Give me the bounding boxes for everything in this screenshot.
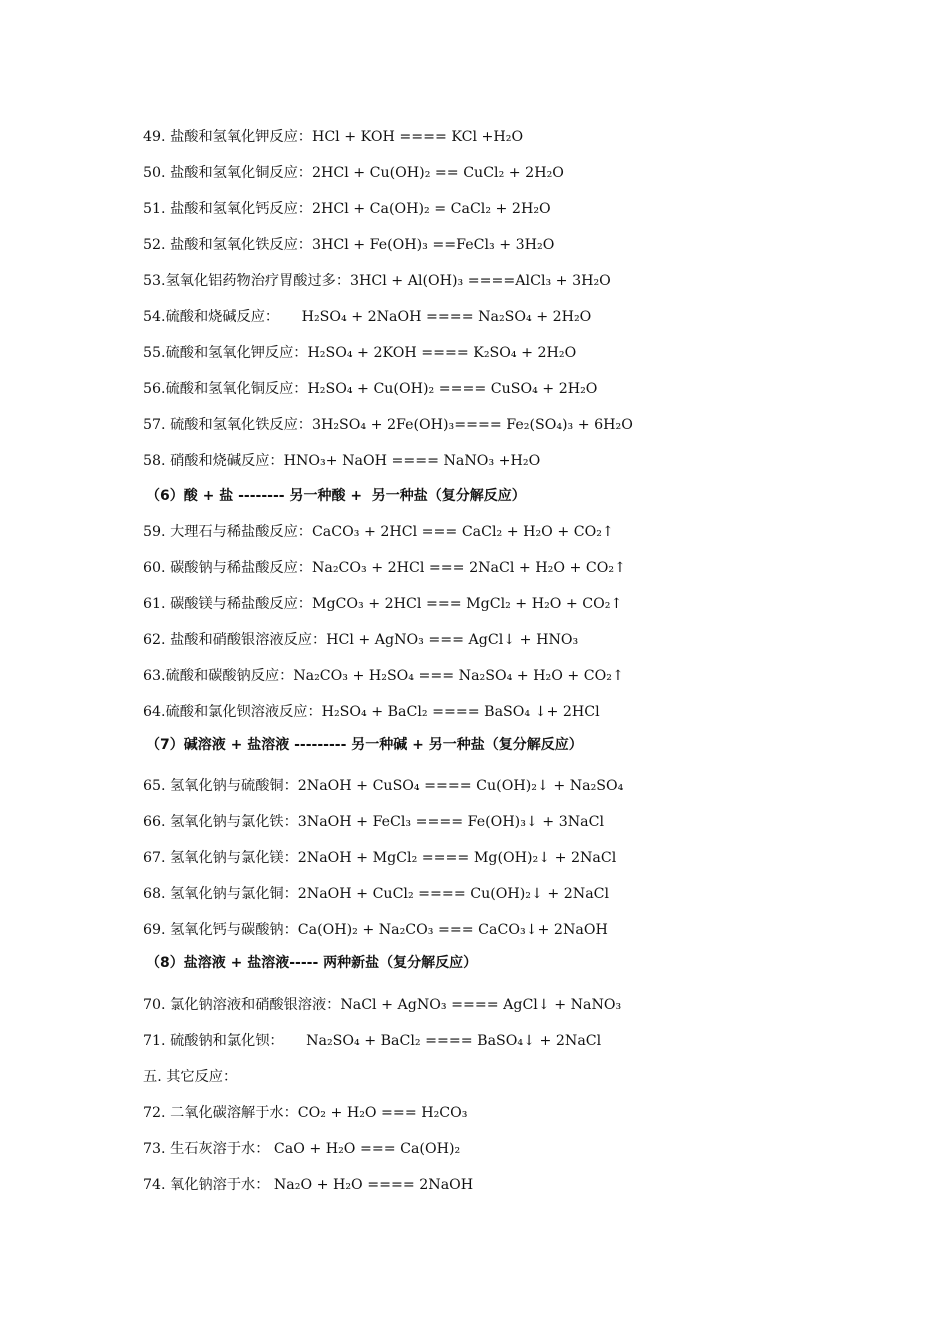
equation-line: 71. 硫酸钠和氯化钡： Na₂SO₄ + BaCl₂ ==== BaSO₄↓ + 2NaCl: [143, 1033, 602, 1049]
equation-line: 61. 碳酸镁与稀盐酸反应：MgCO₃ + 2HCl === MgCl₂ + H₂O + CO₂↑: [143, 596, 623, 612]
section-heading: （6）酸 + 盐 -------- 另一种酸 + 另一种盐（复分解反应）: [146, 488, 526, 504]
equation-line: 53.氢氧化铝药物治疗胃酸过多：3HCl + Al(OH)₃ ====AlCl₃ + 3H₂O: [143, 273, 611, 289]
section-heading: （7）碱溶液 + 盐溶液 --------- 另一种碱 + 另一种盐（复分解反应）: [146, 737, 583, 753]
section-label: 五. 其它反应：: [143, 1069, 238, 1085]
equation-line: 66. 氢氧化钠与氯化铁：3NaOH + FeCl₃ ==== Fe(OH)₃↓ + 3NaCl: [143, 814, 604, 830]
equation-line: 68. 氢氧化钠与氯化铜：2NaOH + CuCl₂ ==== Cu(OH)₂↓ + 2NaCl: [143, 886, 610, 902]
equation-line: 56.硫酸和氢氧化铜反应：H₂SO₄ + Cu(OH)₂ ==== CuSO₄ + 2H₂O: [143, 381, 598, 397]
equation-line: 50. 盐酸和氢氧化铜反应：2HCl + Cu(OH)₂ == CuCl₂ + 2H₂O: [143, 165, 564, 181]
equation-line: 58. 硝酸和烧碱反应：HNO₃+ NaOH ==== NaNO₃ +H₂O: [143, 453, 541, 469]
equation-line: 63.硫酸和碳酸钠反应：Na₂CO₃ + H₂SO₄ === Na₂SO₄ + H₂O + CO₂↑: [143, 668, 624, 684]
equation-line: 49. 盐酸和氢氧化钾反应：HCl + KOH ==== KCl +H₂O: [143, 129, 524, 145]
equation-line: 57. 硫酸和氢氧化铁反应：3H₂SO₄ + 2Fe(OH)₃==== Fe₂(SO₄)₃ + 6H₂O: [143, 417, 633, 433]
equation-line: 67. 氢氧化钠与氯化镁：2NaOH + MgCl₂ ==== Mg(OH)₂↓ + 2NaCl: [143, 850, 617, 866]
equation-line: 70. 氯化钠溶液和硝酸银溶液：NaCl + AgNO₃ ==== AgCl↓ + NaNO₃: [143, 997, 622, 1013]
section-heading: （8）盐溶液 + 盐溶液----- 两种新盐（复分解反应）: [146, 955, 478, 971]
equation-line: 59. 大理石与稀盐酸反应：CaCO₃ + 2HCl === CaCl₂ + H₂O + CO₂↑: [143, 524, 614, 540]
equation-line: 55.硫酸和氢氧化钾反应：H₂SO₄ + 2KOH ==== K₂SO₄ + 2H₂O: [143, 345, 577, 361]
equation-line: 64.硫酸和氯化钡溶液反应：H₂SO₄ + BaCl₂ ==== BaSO₄ ↓+ 2HCl: [143, 704, 600, 720]
equation-line: 72. 二氧化碳溶解于水：CO₂ + H₂O === H₂CO₃: [143, 1105, 468, 1121]
equation-line: 62. 盐酸和硝酸银溶液反应：HCl + AgNO₃ === AgCl↓ + HNO₃: [143, 632, 579, 648]
equation-line: 60. 碳酸钠与稀盐酸反应：Na₂CO₃ + 2HCl === 2NaCl + H₂O + CO₂↑: [143, 560, 626, 576]
equation-line: 69. 氢氧化钙与碳酸钠：Ca(OH)₂ + Na₂CO₃ === CaCO₃↓+ 2NaOH: [143, 922, 608, 938]
equation-line: 74. 氧化钠溶于水： Na₂O + H₂O ==== 2NaOH: [143, 1177, 474, 1193]
equation-line: 52. 盐酸和氢氧化铁反应：3HCl + Fe(OH)₃ ==FeCl₃ + 3H₂O: [143, 237, 555, 253]
equation-line: 51. 盐酸和氢氧化钙反应：2HCl + Ca(OH)₂ = CaCl₂ + 2H₂O: [143, 201, 551, 217]
equation-line: 65. 氢氧化钠与硫酸铜：2NaOH + CuSO₄ ==== Cu(OH)₂↓ + Na₂SO₄: [143, 778, 624, 794]
equation-line: 54.硫酸和烧碱反应： H₂SO₄ + 2NaOH ==== Na₂SO₄ + 2H₂O: [143, 309, 592, 325]
equation-line: 73. 生石灰溶于水： CaO + H₂O === Ca(OH)₂: [143, 1141, 461, 1157]
